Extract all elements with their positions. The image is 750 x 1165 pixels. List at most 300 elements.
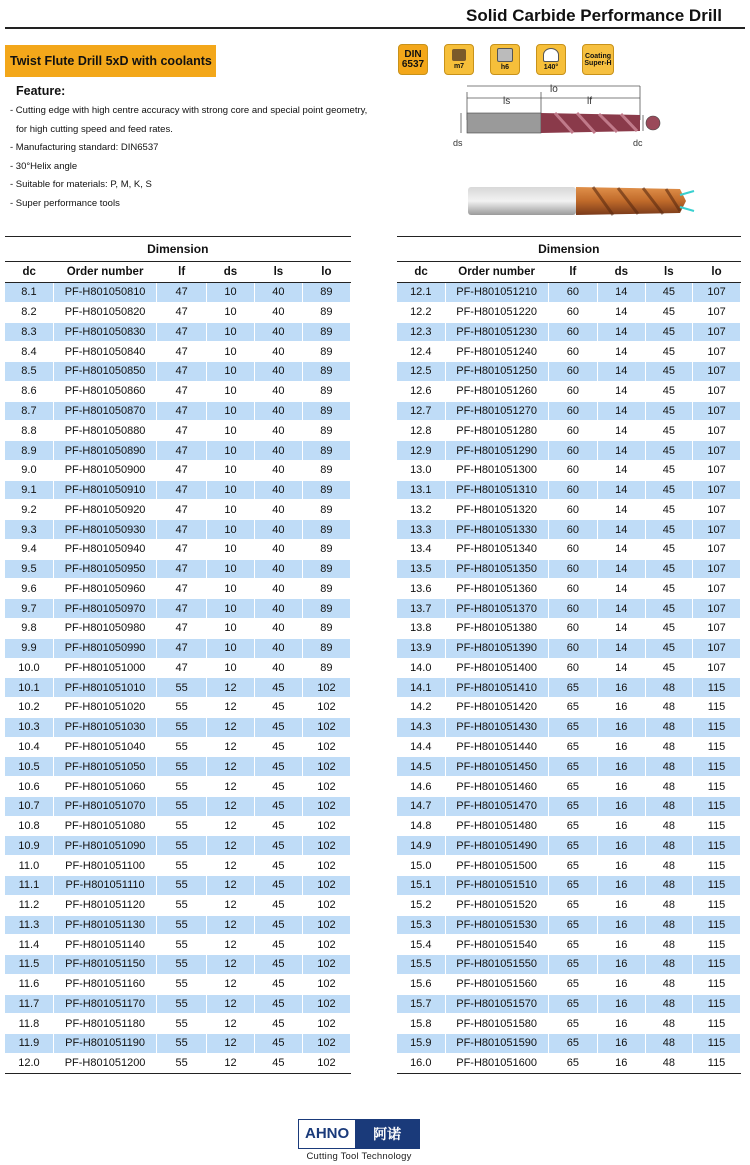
cell-lo: 89 [302,441,350,461]
table-row [5,915,351,935]
cell-lo: 89 [302,362,350,382]
cell-dc: 14.9 [397,836,445,856]
cell-dc: 13.3 [397,520,445,540]
cell-ls: 45 [254,1053,302,1073]
cell-lf: 47 [157,441,207,461]
h6-label: h6 [500,64,510,71]
cell-ds: 14 [598,599,646,619]
table-row [397,796,741,816]
col-ls: ls [254,262,302,283]
cell-ls: 45 [254,974,302,994]
cell-lf: 55 [157,1014,207,1034]
cell-dc: 10.1 [5,678,53,698]
cell-order-number: PF-H801051600 [445,1053,548,1073]
cell-order-number: PF-H801051590 [445,1034,548,1054]
cell-lf: 60 [548,520,597,540]
table-row [397,381,741,401]
features-list [10,102,395,213]
cell-dc: 11.4 [5,935,53,955]
cell-lo: 89 [302,342,350,362]
cell-order-number: PF-H801051430 [445,717,548,737]
cell-order-number: PF-H801050880 [53,421,157,441]
cell-lo: 89 [302,638,350,658]
cell-lf: 65 [548,1014,597,1034]
cell-dc: 15.8 [397,1014,445,1034]
dimension-table-left [5,236,351,1074]
cell-lf: 55 [157,994,207,1014]
table-row [397,698,741,718]
angle-badge [536,44,566,75]
cell-lo: 102 [302,935,350,955]
product-title: Twist Flute Drill 5xD with coolants [5,45,216,77]
table-row [397,816,741,836]
cell-ds: 10 [207,520,255,540]
drill-tip-icon [452,49,466,61]
table-row [397,619,741,639]
logo-en: AHNO [305,1125,350,1142]
cell-lf: 55 [157,717,207,737]
cell-ls: 45 [254,875,302,895]
cell-lf: 65 [548,895,597,915]
cell-ls: 45 [254,1014,302,1034]
company-logo [298,1119,420,1162]
header-divider [5,27,745,29]
cell-lf: 47 [157,619,207,639]
cell-ls: 48 [645,698,692,718]
cell-dc: 10.6 [5,777,53,797]
table-row [5,362,351,382]
cell-lo: 102 [302,974,350,994]
cell-lf: 55 [157,816,207,836]
cell-ds: 14 [598,401,646,421]
ds-label: ds [453,138,463,148]
cell-ds: 14 [598,302,646,322]
dimension-heading: Dimension [397,237,741,262]
cell-dc: 12.0 [5,1053,53,1073]
table-row [397,539,741,559]
table-row [5,500,351,520]
cell-ds: 10 [207,500,255,520]
cell-order-number: PF-H801051340 [445,539,548,559]
cell-order-number: PF-H801051330 [445,520,548,540]
cell-ds: 14 [598,559,646,579]
cell-order-number: PF-H801051560 [445,974,548,994]
cell-ds: 16 [598,816,646,836]
table-row [397,777,741,797]
cell-ls: 45 [254,737,302,757]
cell-lo: 115 [693,955,741,975]
cell-dc: 11.3 [5,915,53,935]
cell-ds: 16 [598,737,646,757]
table-row [5,678,351,698]
cell-ls: 45 [254,777,302,797]
cell-ds: 10 [207,460,255,480]
table-row [397,421,741,441]
cell-dc: 9.2 [5,500,53,520]
cell-dc: 11.5 [5,955,53,975]
cell-ls: 45 [645,579,692,599]
cell-order-number: PF-H801051420 [445,698,548,718]
cell-order-number: PF-H801051280 [445,421,548,441]
cell-ds: 16 [598,777,646,797]
cell-ds: 10 [207,638,255,658]
cell-ls: 45 [254,895,302,915]
cell-lo: 102 [302,895,350,915]
cell-lo: 115 [693,974,741,994]
lo-label: lo [550,84,558,95]
cell-order-number: PF-H801051270 [445,401,548,421]
cell-lf: 65 [548,777,597,797]
cell-dc: 13.9 [397,638,445,658]
cell-order-number: PF-H801050890 [53,441,157,461]
cell-order-number: PF-H801051190 [53,1034,157,1054]
cell-ls: 40 [254,480,302,500]
cell-lf: 60 [548,283,597,303]
cell-order-number: PF-H801050990 [53,638,157,658]
cell-lf: 60 [548,441,597,461]
cell-order-number: PF-H801051160 [53,974,157,994]
cell-dc: 8.5 [5,362,53,382]
cell-order-number: PF-H801051040 [53,737,157,757]
table-body-left [5,283,351,1074]
feature-item: - 30°Helix angle [10,160,78,172]
cell-order-number: PF-H801051530 [445,915,548,935]
cell-dc: 14.8 [397,816,445,836]
cell-dc: 13.1 [397,480,445,500]
col-lf: lf [548,262,597,283]
cell-dc: 12.4 [397,342,445,362]
coating-label: Coating Super-H [584,52,612,67]
cell-order-number: PF-H801051140 [53,935,157,955]
cell-ls: 45 [645,401,692,421]
cell-ls: 45 [645,658,692,678]
col-lf: lf [157,262,207,283]
table-row [397,895,741,915]
cell-order-number: PF-H801051100 [53,856,157,876]
cell-dc: 14.6 [397,777,445,797]
cell-lo: 89 [302,559,350,579]
cell-ds: 12 [207,717,255,737]
table-row [5,401,351,421]
cell-lf: 55 [157,698,207,718]
cell-dc: 14.7 [397,796,445,816]
col-ls: ls [645,262,692,283]
table-row [397,342,741,362]
cell-lf: 60 [548,638,597,658]
col-ds: ds [207,262,255,283]
cell-ds: 16 [598,1014,646,1034]
drill-product-photo [468,183,698,223]
cell-order-number: PF-H801051020 [53,698,157,718]
table-row [5,599,351,619]
cell-lo: 89 [302,599,350,619]
cell-lf: 47 [157,579,207,599]
cell-dc: 8.1 [5,283,53,303]
cell-lo: 89 [302,619,350,639]
cell-dc: 8.3 [5,322,53,342]
table-row [5,520,351,540]
cell-ls: 40 [254,362,302,382]
cell-dc: 10.8 [5,816,53,836]
cell-lf: 47 [157,460,207,480]
cell-ds: 10 [207,381,255,401]
table-row [397,875,741,895]
cell-lf: 47 [157,401,207,421]
cell-lf: 65 [548,698,597,718]
cell-ls: 45 [254,935,302,955]
cell-dc: 10.0 [5,658,53,678]
cell-lf: 60 [548,342,597,362]
cell-order-number: PF-H801051490 [445,836,548,856]
cell-lo: 107 [693,381,741,401]
cell-order-number: PF-H801050910 [53,480,157,500]
cell-lf: 55 [157,796,207,816]
table-row [5,480,351,500]
cell-lf: 60 [548,559,597,579]
cell-dc: 10.3 [5,717,53,737]
cell-dc: 14.2 [397,698,445,718]
cell-dc: 11.2 [5,895,53,915]
cell-ds: 16 [598,955,646,975]
cell-order-number: PF-H801051290 [445,441,548,461]
cell-dc: 12.2 [397,302,445,322]
cell-ls: 48 [645,1014,692,1034]
cell-lf: 65 [548,836,597,856]
angle-label: 140° [543,64,559,71]
cell-dc: 15.7 [397,994,445,1014]
cell-ls: 45 [254,796,302,816]
cell-order-number: PF-H801050840 [53,342,157,362]
table-row [5,579,351,599]
cell-ds: 12 [207,955,255,975]
cell-ls: 48 [645,1034,692,1054]
cell-lf: 65 [548,757,597,777]
cell-order-number: PF-H801050930 [53,520,157,540]
cell-dc: 11.1 [5,875,53,895]
table-row [5,856,351,876]
table-row [5,777,351,797]
cell-dc: 13.4 [397,539,445,559]
cell-ds: 14 [598,421,646,441]
cell-lf: 55 [157,895,207,915]
cell-ds: 14 [598,658,646,678]
cell-dc: 11.6 [5,974,53,994]
cell-lo: 115 [693,836,741,856]
cell-ds: 14 [598,638,646,658]
cell-lo: 107 [693,500,741,520]
cell-dc: 16.0 [397,1053,445,1073]
cell-ds: 12 [207,678,255,698]
table-row [397,955,741,975]
cell-lf: 47 [157,342,207,362]
cell-ls: 40 [254,500,302,520]
cell-lf: 60 [548,381,597,401]
cell-lf: 65 [548,796,597,816]
drill-dimension-diagram [445,82,670,152]
cell-ds: 10 [207,559,255,579]
table-row [397,757,741,777]
cell-lo: 102 [302,678,350,698]
cell-ds: 10 [207,421,255,441]
feature-item: - Super performance tools [10,197,120,209]
table-row [5,717,351,737]
cell-ds: 16 [598,974,646,994]
cell-ls: 45 [254,994,302,1014]
cell-ds: 10 [207,322,255,342]
cell-ls: 48 [645,1053,692,1073]
catalog-title: Solid Carbide Performance Drill [465,6,722,25]
cell-dc: 9.0 [5,460,53,480]
cell-lf: 47 [157,362,207,382]
cell-dc: 14.5 [397,757,445,777]
cell-lo: 107 [693,322,741,342]
cell-lf: 65 [548,974,597,994]
cell-ds: 10 [207,539,255,559]
cell-ls: 40 [254,539,302,559]
cell-ls: 45 [645,322,692,342]
cell-ls: 40 [254,658,302,678]
table-row [397,401,741,421]
cell-lf: 55 [157,836,207,856]
cell-ds: 12 [207,698,255,718]
cell-lo: 89 [302,579,350,599]
cell-order-number: PF-H801051410 [445,678,548,698]
cell-ls: 45 [645,539,692,559]
table-row [397,559,741,579]
feature-item: - Cutting edge with high centre accuracy with strong core and special point geometry, [10,105,368,116]
cell-dc: 12.6 [397,381,445,401]
cell-lf: 55 [157,737,207,757]
cell-ls: 48 [645,757,692,777]
cell-order-number: PF-H801051030 [53,717,157,737]
cell-ls: 40 [254,520,302,540]
table-row [397,500,741,520]
table-row [397,520,741,540]
table-row [5,974,351,994]
cell-ds: 16 [598,1053,646,1073]
cell-ls: 45 [254,816,302,836]
ls-label: ls [503,96,511,107]
cell-order-number: PF-H801050820 [53,302,157,322]
cell-ls: 45 [645,342,692,362]
cell-lf: 55 [157,955,207,975]
cell-lf: 60 [548,579,597,599]
table-row [5,698,351,718]
cell-lo: 102 [302,698,350,718]
cell-ds: 16 [598,856,646,876]
cell-dc: 11.0 [5,856,53,876]
cell-dc: 13.2 [397,500,445,520]
cell-order-number: PF-H801051220 [445,302,548,322]
cell-lf: 60 [548,460,597,480]
feature-item: - Manufacturing standard: DIN6537 [10,142,159,153]
cell-lf: 47 [157,421,207,441]
cell-dc: 13.6 [397,579,445,599]
cell-ls: 40 [254,638,302,658]
cell-lf: 65 [548,875,597,895]
cell-lo: 89 [302,302,350,322]
cell-order-number: PF-H801050860 [53,381,157,401]
cell-ls: 48 [645,678,692,698]
cell-order-number: PF-H801051540 [445,935,548,955]
cell-dc: 12.9 [397,441,445,461]
table-row [5,796,351,816]
cell-ds: 16 [598,836,646,856]
cell-ls: 45 [254,955,302,975]
cell-ls: 40 [254,579,302,599]
coating-badge [582,44,614,75]
cell-order-number: PF-H801051360 [445,579,548,599]
cell-order-number: PF-H801050960 [53,579,157,599]
cell-ds: 12 [207,777,255,797]
cell-ds: 10 [207,619,255,639]
cell-order-number: PF-H801051460 [445,777,548,797]
table-row [397,994,741,1014]
cell-lf: 47 [157,480,207,500]
cell-lo: 102 [302,915,350,935]
cell-order-number: PF-H801051550 [445,955,548,975]
cell-dc: 12.8 [397,421,445,441]
cell-lf: 47 [157,500,207,520]
table-row [397,737,741,757]
cell-order-number: PF-H801051570 [445,994,548,1014]
cell-order-number: PF-H801051110 [53,875,157,895]
cell-lo: 107 [693,441,741,461]
cell-lo: 107 [693,539,741,559]
cell-ls: 45 [254,836,302,856]
cell-ls: 40 [254,599,302,619]
cell-lo: 115 [693,678,741,698]
cell-order-number: PF-H801050870 [53,401,157,421]
cell-lo: 89 [302,283,350,303]
cell-dc: 15.3 [397,915,445,935]
cell-dc: 9.1 [5,480,53,500]
col-dc: dc [5,262,53,283]
dimension-heading: Dimension [5,237,351,262]
cell-ds: 12 [207,935,255,955]
cell-ds: 12 [207,856,255,876]
table-row [397,638,741,658]
cell-lo: 107 [693,559,741,579]
cell-dc: 8.2 [5,302,53,322]
cell-lo: 89 [302,401,350,421]
cell-ls: 48 [645,895,692,915]
cell-lf: 60 [548,421,597,441]
cell-lo: 89 [302,460,350,480]
cell-ds: 12 [207,915,255,935]
table-row [5,895,351,915]
cell-ds: 14 [598,342,646,362]
cell-order-number: PF-H801051250 [445,362,548,382]
table-row [5,994,351,1014]
cell-ls: 48 [645,875,692,895]
cell-lo: 107 [693,421,741,441]
cell-ds: 10 [207,401,255,421]
cell-order-number: PF-H801050950 [53,559,157,579]
cell-order-number: PF-H801051090 [53,836,157,856]
cell-order-number: PF-H801051120 [53,895,157,915]
cell-dc: 12.1 [397,283,445,303]
cell-ls: 48 [645,836,692,856]
cell-ds: 10 [207,579,255,599]
din-badge [398,44,428,75]
cell-ls: 45 [645,441,692,461]
cell-ls: 48 [645,994,692,1014]
cell-lf: 60 [548,480,597,500]
cell-ds: 16 [598,678,646,698]
cell-lo: 89 [302,658,350,678]
cell-order-number: PF-H801050830 [53,322,157,342]
